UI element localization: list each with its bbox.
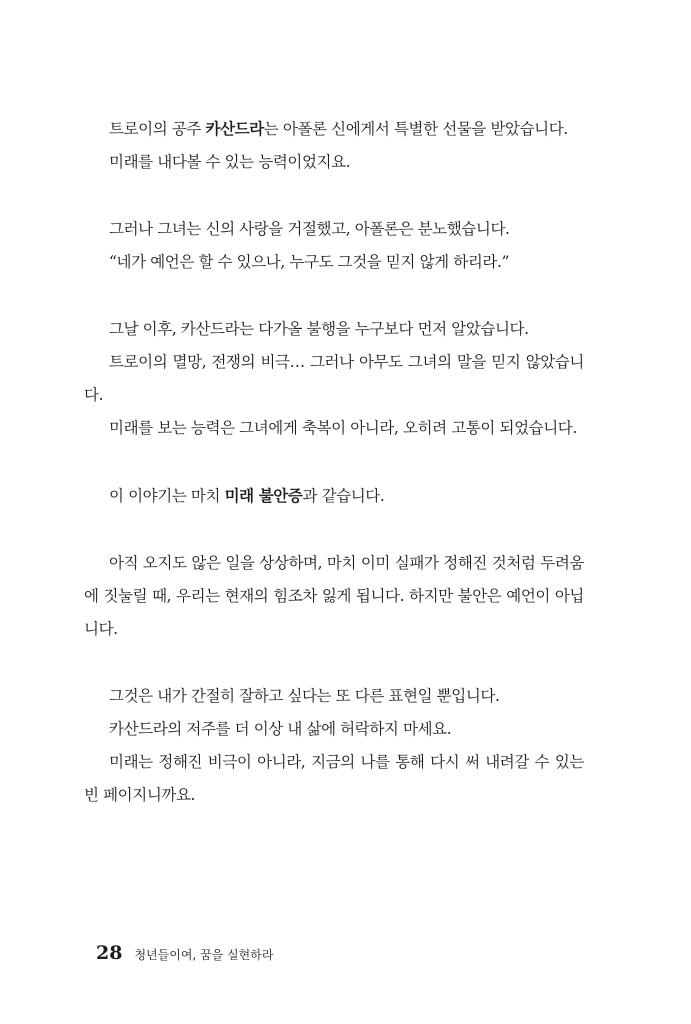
paragraph	[84, 112, 584, 146]
paragraph	[84, 412, 584, 445]
paragraph-text: 트로이의 멸망, 전쟁의 비극… 그러나 아무도 그녀의 말을 믿지 않았습니다.	[84, 353, 584, 404]
body-text	[84, 112, 584, 812]
paragraph-gap	[84, 279, 584, 313]
paragraph-gap	[84, 179, 584, 213]
paragraph-text: “네가 예언은 할 수 있으나, 누구도 그것을 믿지 않게 하리라.”	[109, 253, 510, 271]
paragraph	[84, 713, 584, 746]
paragraph-gap	[84, 445, 584, 479]
page-number: 28	[96, 942, 123, 964]
paragraph	[84, 479, 584, 513]
emphasis-text: 미래 불안증	[224, 486, 303, 505]
paragraph-text: 그것은 내가 간절히 잘하고 싶다는 또 다른 표현일 뿐입니다.	[109, 687, 500, 705]
paragraph-text: 이 이야기는 마치	[109, 487, 225, 505]
paragraph-text: 트로이의 공주	[109, 120, 206, 138]
paragraph-text: 아직 오지도 않은 일을 상상하며, 마치 이미 실패가 정해진 것처럼 두려움에 짓눌릴 때, 우리는 현재의 힘조차 잃게 됩니다. 하지만 불안은 예언이 아닙니다.	[84, 554, 584, 638]
paragraph-text: 그러나 그녀는 신의 사랑을 거절했고, 아폴론은 분노했습니다.	[109, 220, 510, 238]
page-footer	[96, 942, 273, 964]
paragraph-text: 미래를 보는 능력은 그녀에게 축복이 아니라, 오히려 고통이 되었습니다.	[109, 419, 577, 437]
paragraph	[84, 547, 584, 646]
paragraph-text: 그날 이후, 카산드라는 다가올 불행을 누구보다 먼저 알았습니다.	[109, 320, 529, 338]
emphasis-text: 카산드라	[205, 119, 264, 138]
paragraph-text: 미래는 정해진 비극이 아니라, 지금의 나를 통해 다시 써 내려갈 수 있는 빈 페이지니까요.	[84, 753, 584, 804]
paragraph-text: 는 아폴론 신에게서 특별한 선물을 받았습니다.	[263, 120, 568, 138]
paragraph	[84, 246, 584, 279]
paragraph-gap	[84, 646, 584, 680]
running-title: 청년들이여, 꿈을 실현하라	[134, 948, 274, 962]
paragraph	[84, 680, 584, 713]
paragraph-text: 카산드라의 저주를 더 이상 내 삶에 허락하지 마세요.	[109, 720, 452, 738]
paragraph-text: 미래를 내다볼 수 있는 능력이었지요.	[109, 153, 351, 171]
paragraph	[84, 146, 584, 179]
paragraph-text: 과 같습니다.	[302, 487, 385, 505]
paragraph	[84, 313, 584, 346]
paragraph	[84, 213, 584, 246]
paragraph	[84, 346, 584, 412]
paragraph-gap	[84, 513, 584, 547]
paragraph	[84, 746, 584, 812]
